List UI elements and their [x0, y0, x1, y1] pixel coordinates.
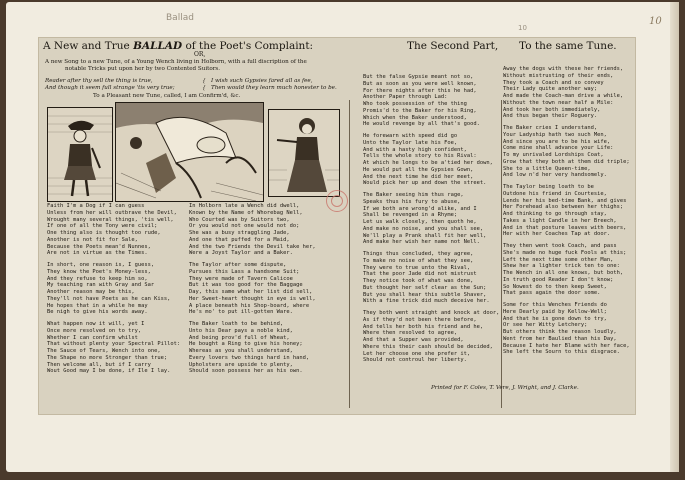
verse-line: For there nights after this he had, — [363, 87, 477, 94]
verse-line: To my unrivaled Lordships Coat, — [503, 152, 604, 158]
verse-line: They were made of Tavern Calicoe — [189, 275, 293, 282]
verse-line: In truth good Reader I don't know; — [503, 276, 614, 283]
gentleman-woodcut — [47, 107, 113, 202]
verse-line: But as soon as you were well known, — [363, 80, 477, 87]
cupid-scene-woodcut — [115, 102, 264, 202]
verse-line: Their Lady quite another way; — [503, 86, 598, 93]
verse-line: If one of all the Tony were civil; — [47, 223, 158, 230]
verse-line: Come mine shall advance your Life: — [503, 145, 614, 152]
verse-line: They both went straight and knock at door, — [363, 310, 500, 316]
verse-line: Speaks thus his fury to abuse, — [363, 198, 461, 205]
ballad-subtitle: A new Song to a new Tune, of a Young Wench living in Holborn, with a full discription of the notable Tricks put upon her by two Contented Suitors. — [45, 59, 307, 73]
verse-line: And make no noise, and you shall see, — [363, 225, 484, 232]
verse-line: That without plenty your Spectral Pillot: — [47, 341, 181, 348]
verse-line: They were to true unto the Rival, — [363, 264, 471, 271]
verse-line: Faith I'm a Dog if I can guess — [47, 203, 145, 209]
printer-imprint: Printed for F. Coles, T. Vere, J. Wright, and J. Clarke. — [431, 385, 579, 391]
verse-line: Without the town near half a Mile: — [503, 99, 614, 106]
verse-line: Another Paper through Lad: — [363, 94, 448, 101]
verse-line: And that he is gone down to try, — [503, 315, 607, 322]
verse-line: But others think the reason loudly, — [503, 329, 617, 335]
verse-line: Away the dogs with these her friends, — [503, 66, 624, 72]
verse-line: Takes a light Candle in her Breech, — [503, 217, 617, 224]
verse-line: And that a Supper was provided, — [363, 337, 464, 343]
verse-line: Then welcome all, but if I carry — [47, 361, 151, 368]
verse-line: And in that posture leaves with beers, — [503, 224, 627, 231]
tune-line: To a Pleasant new Tune, called, I am Confirm'd, &c. — [93, 93, 241, 99]
verse-line: Upholsters are upside to plenty, — [189, 361, 293, 368]
verse-line: Where this their cash should be decided, — [363, 343, 493, 350]
verse-line: Let us walk closely, then quoth he, — [363, 219, 477, 225]
verse-column-3 — [363, 74, 503, 364]
verse-line: If we both are wrong'd alike, and I — [363, 205, 477, 212]
verse-line: He would put all the Gypsies Gown, — [363, 166, 474, 173]
verse-line: Unless from her will outbrave the Devil, — [47, 209, 177, 216]
verse-line: Your Ladyship hath two such Men, — [503, 131, 607, 138]
verse-line: Which when the Baker understood, — [363, 114, 467, 121]
verse-line: My teaching ran with Gray and Sar — [47, 282, 155, 289]
verse-line: Another reason may be this, — [47, 289, 135, 295]
verse-line: And being prov'd full of Wheat, — [189, 334, 290, 341]
book-gutter — [670, 2, 679, 472]
verse-line: Were a Joyst Taylor and a Baker. — [189, 250, 293, 257]
verse-line: Unto the Taylor late his Foe, — [363, 139, 458, 146]
verse-line: Whereas as you shall understand, — [189, 348, 293, 354]
verse-line: She left the Sourn to this disgrace. — [503, 349, 620, 356]
verse-line: Shall be revenged in a Rhyme; — [363, 212, 458, 219]
verse-line: She to a little Queen-time, — [503, 165, 591, 172]
verse-line: Another is not fit for Sale, — [47, 236, 138, 243]
verse-line: Left the next time some other Man, — [503, 256, 614, 263]
verse-line: He bought a Ring to give his honey; — [189, 341, 303, 348]
verse-line: But you shall hear this subtle Shaver, — [363, 291, 487, 298]
verse-line: With a fine trick did much deceive her. — [363, 298, 490, 305]
verse-line: That pass again the door some. — [503, 290, 601, 297]
verse-line: And thus began their Roguery. — [503, 113, 598, 120]
verse-line: And low n'd her very handsomely. — [503, 172, 607, 179]
verse-line: The Baker loath to be behind, — [189, 321, 284, 327]
verse-line: They then went took Coach, and pass — [503, 243, 617, 249]
verse-line: A place beneath his Shop-board, where — [189, 302, 310, 309]
verse-line: Tells the whole story to his Rival: — [363, 153, 477, 160]
verse-line: But the false Gypsie meant not so, — [363, 74, 474, 80]
verse-line: She's made no huge fuck Fools at this; — [503, 249, 627, 256]
verse-line: Whether I can confirm whilst — [47, 334, 138, 341]
verse-line: And with a hasty high confident, — [363, 146, 467, 153]
verse-line: And they refuse to keep him so, — [47, 275, 148, 282]
verse-line: Let her choose one she prefer it, — [363, 350, 471, 357]
verse-line: Promis'd to the Baker for his Ring, — [363, 107, 477, 114]
verse-column-1 — [47, 203, 187, 375]
verse-line: The Wench in all one knows, but both, — [503, 270, 624, 276]
verse-line: That the poor Jade did not mistrust — [363, 271, 477, 278]
verse-line: Grow that they both at them did triple; — [503, 158, 630, 165]
tune-title: To the same Tune. — [519, 40, 617, 52]
second-part-title: The Second Part, — [407, 40, 499, 52]
verse-line: And one that puffed for a Maid, — [189, 236, 290, 243]
intro-couplet: Reader after thy sell the thing is true, { I wish such Gypsies fared all as fee, And though it seem full strange 'tis very true; { Then would they learn much honester to be. — [45, 78, 337, 92]
verse-line: The Baker cries I understand, — [503, 125, 598, 131]
verse-line: Wrought many several things, 'tis well, — [47, 216, 174, 223]
verse-line: They'll not have Poets as he can Kiss, — [47, 295, 171, 302]
verse-line: Without mistrusting of their ends, — [503, 72, 614, 79]
verse-line: Because I hate her Blame with her face, — [503, 342, 630, 349]
title-or: OR, — [194, 51, 206, 58]
verse-line: We'll play a Prank shall fit her well, — [363, 232, 487, 239]
verse-line: In short, one reason is, I guess, — [47, 262, 155, 268]
verse-line: They know the Poet's Money-less, — [47, 268, 151, 275]
verse-line: The Taylor being loath to be — [503, 184, 594, 190]
verse-line: He forewarn with speed did go — [363, 133, 458, 139]
verse-line: He's mo' to put ill-gotten Ware. — [189, 309, 293, 316]
verse-line: But it was too good for the Baggage — [189, 282, 303, 289]
verse-line: Things thus concluded, they agree, — [363, 251, 474, 257]
verse-line: Should soon possess her as his own. — [189, 368, 303, 375]
column-rule — [349, 100, 350, 408]
verse-column-4 — [503, 66, 633, 356]
verse-line: To make no noise of what they see, — [363, 257, 474, 264]
verse-line: Wout Good may I be done, if Ile I lay. — [47, 368, 171, 375]
verse-line: Where then resolved to agree, — [363, 330, 458, 337]
verse-line: Because the Poets mean'd Nunnes, — [47, 243, 151, 250]
verse-line: Pursues this Lass a handsome Suit; — [189, 268, 300, 275]
verse-line: Her with her Coaches Tap at door. — [503, 231, 611, 238]
verse-line: And tells her both his friend and he, — [363, 323, 484, 330]
verse-line: As if they'd not been there before, — [363, 316, 477, 323]
verse-line: And took her both immediately, — [503, 106, 601, 113]
verse-line: So Nowest do to then keep Sweet, — [503, 283, 607, 290]
verse-line: The Baker seeing him thus rage, — [363, 192, 464, 198]
verse-line: Shew her a lighter trick ten to one: — [503, 263, 620, 270]
verse-line: And made the Coach-man drive a while, — [503, 93, 624, 99]
verse-line: And thinking to go through stay, — [503, 211, 607, 217]
verse-line: Lends her his bed-time Bank, and gives — [503, 197, 627, 204]
verse-line: What happen now it will, yet I — [47, 321, 145, 327]
pencil-folio-note: 10 — [518, 24, 527, 32]
verse-line: The Shape no more Stronger than true; — [47, 354, 168, 361]
book-page — [6, 2, 679, 472]
verse-column-2 — [189, 203, 341, 375]
verse-line: At which he longs to be a'tied her down, — [363, 160, 493, 166]
verse-line: Outdone his friend in Courtesie, — [503, 190, 607, 197]
verse-line: Or see her Witty Letchery; — [503, 322, 588, 329]
verse-line: Day, this same what her list did sell, — [189, 289, 313, 295]
pencil-note: Ballad — [166, 13, 194, 23]
verse-line: Here Dearly paid by Kellow-Well; — [503, 308, 607, 315]
verse-line: Are not in virtue as the Times. — [47, 250, 148, 257]
ballad-title: A New and True BALLAD of the Poet's Complaint: — [43, 40, 314, 52]
verse-line: Who Courted was by Suitors two, — [189, 216, 290, 223]
verse-line: But thought her self clear as the Sun; — [363, 284, 487, 291]
verse-line: Would pick her up and down the street. — [363, 180, 487, 187]
verse-line: Who took possession of the thing — [363, 101, 467, 107]
lady-woodcut — [268, 109, 340, 197]
verse-line: And the two Friends the Devil take her, — [189, 243, 316, 250]
verse-line: She was a busy straggling Jade, — [189, 230, 290, 236]
page-number: 10 — [649, 16, 662, 27]
ballad-sheet — [39, 38, 635, 414]
verse-line: Known by the Name of Whorebag Nell, — [189, 209, 303, 216]
verse-line: In Holborn late a Wench did dwell, — [189, 203, 300, 209]
verse-line: Or you would not one would not do; — [189, 223, 300, 230]
verse-line: The Taylor after some dispute, — [189, 262, 287, 268]
verse-line: Should not controul her liberty. — [363, 357, 467, 364]
verse-line: Some for this Wenches Friends do — [503, 302, 607, 308]
verse-line: And make her wish her name not Nell. — [363, 239, 480, 246]
verse-line: Unto his Dear pays a noble kind, — [189, 327, 293, 334]
verse-line: He hopes that in a while he may — [47, 302, 148, 309]
verse-line: They took a Coach and so convey — [503, 79, 604, 86]
verse-line: The Sauce of Tears, Wench into one, — [47, 348, 161, 354]
verse-line: He would revenge by all that's good. — [363, 121, 480, 128]
verse-line: Her Forehead also between her thighs; — [503, 204, 624, 211]
verse-line: And the next time he did her meet, — [363, 173, 474, 180]
verse-line: Be nigh to give his words away. — [47, 309, 148, 316]
verse-line: Once more resolved on to try, — [47, 327, 142, 334]
verse-line: Her Sweet-heart thought in eye is well, — [189, 295, 316, 302]
verse-line: And since you are to be his wife, — [503, 138, 611, 145]
verse-line: One thing also is thought too rude, — [47, 230, 161, 236]
verse-line: Went from her Baulied than his Day, — [503, 335, 617, 342]
verse-line: They notice took of what was done, — [363, 278, 474, 284]
verse-line: Every lovers two things hard in hand, — [189, 354, 310, 361]
